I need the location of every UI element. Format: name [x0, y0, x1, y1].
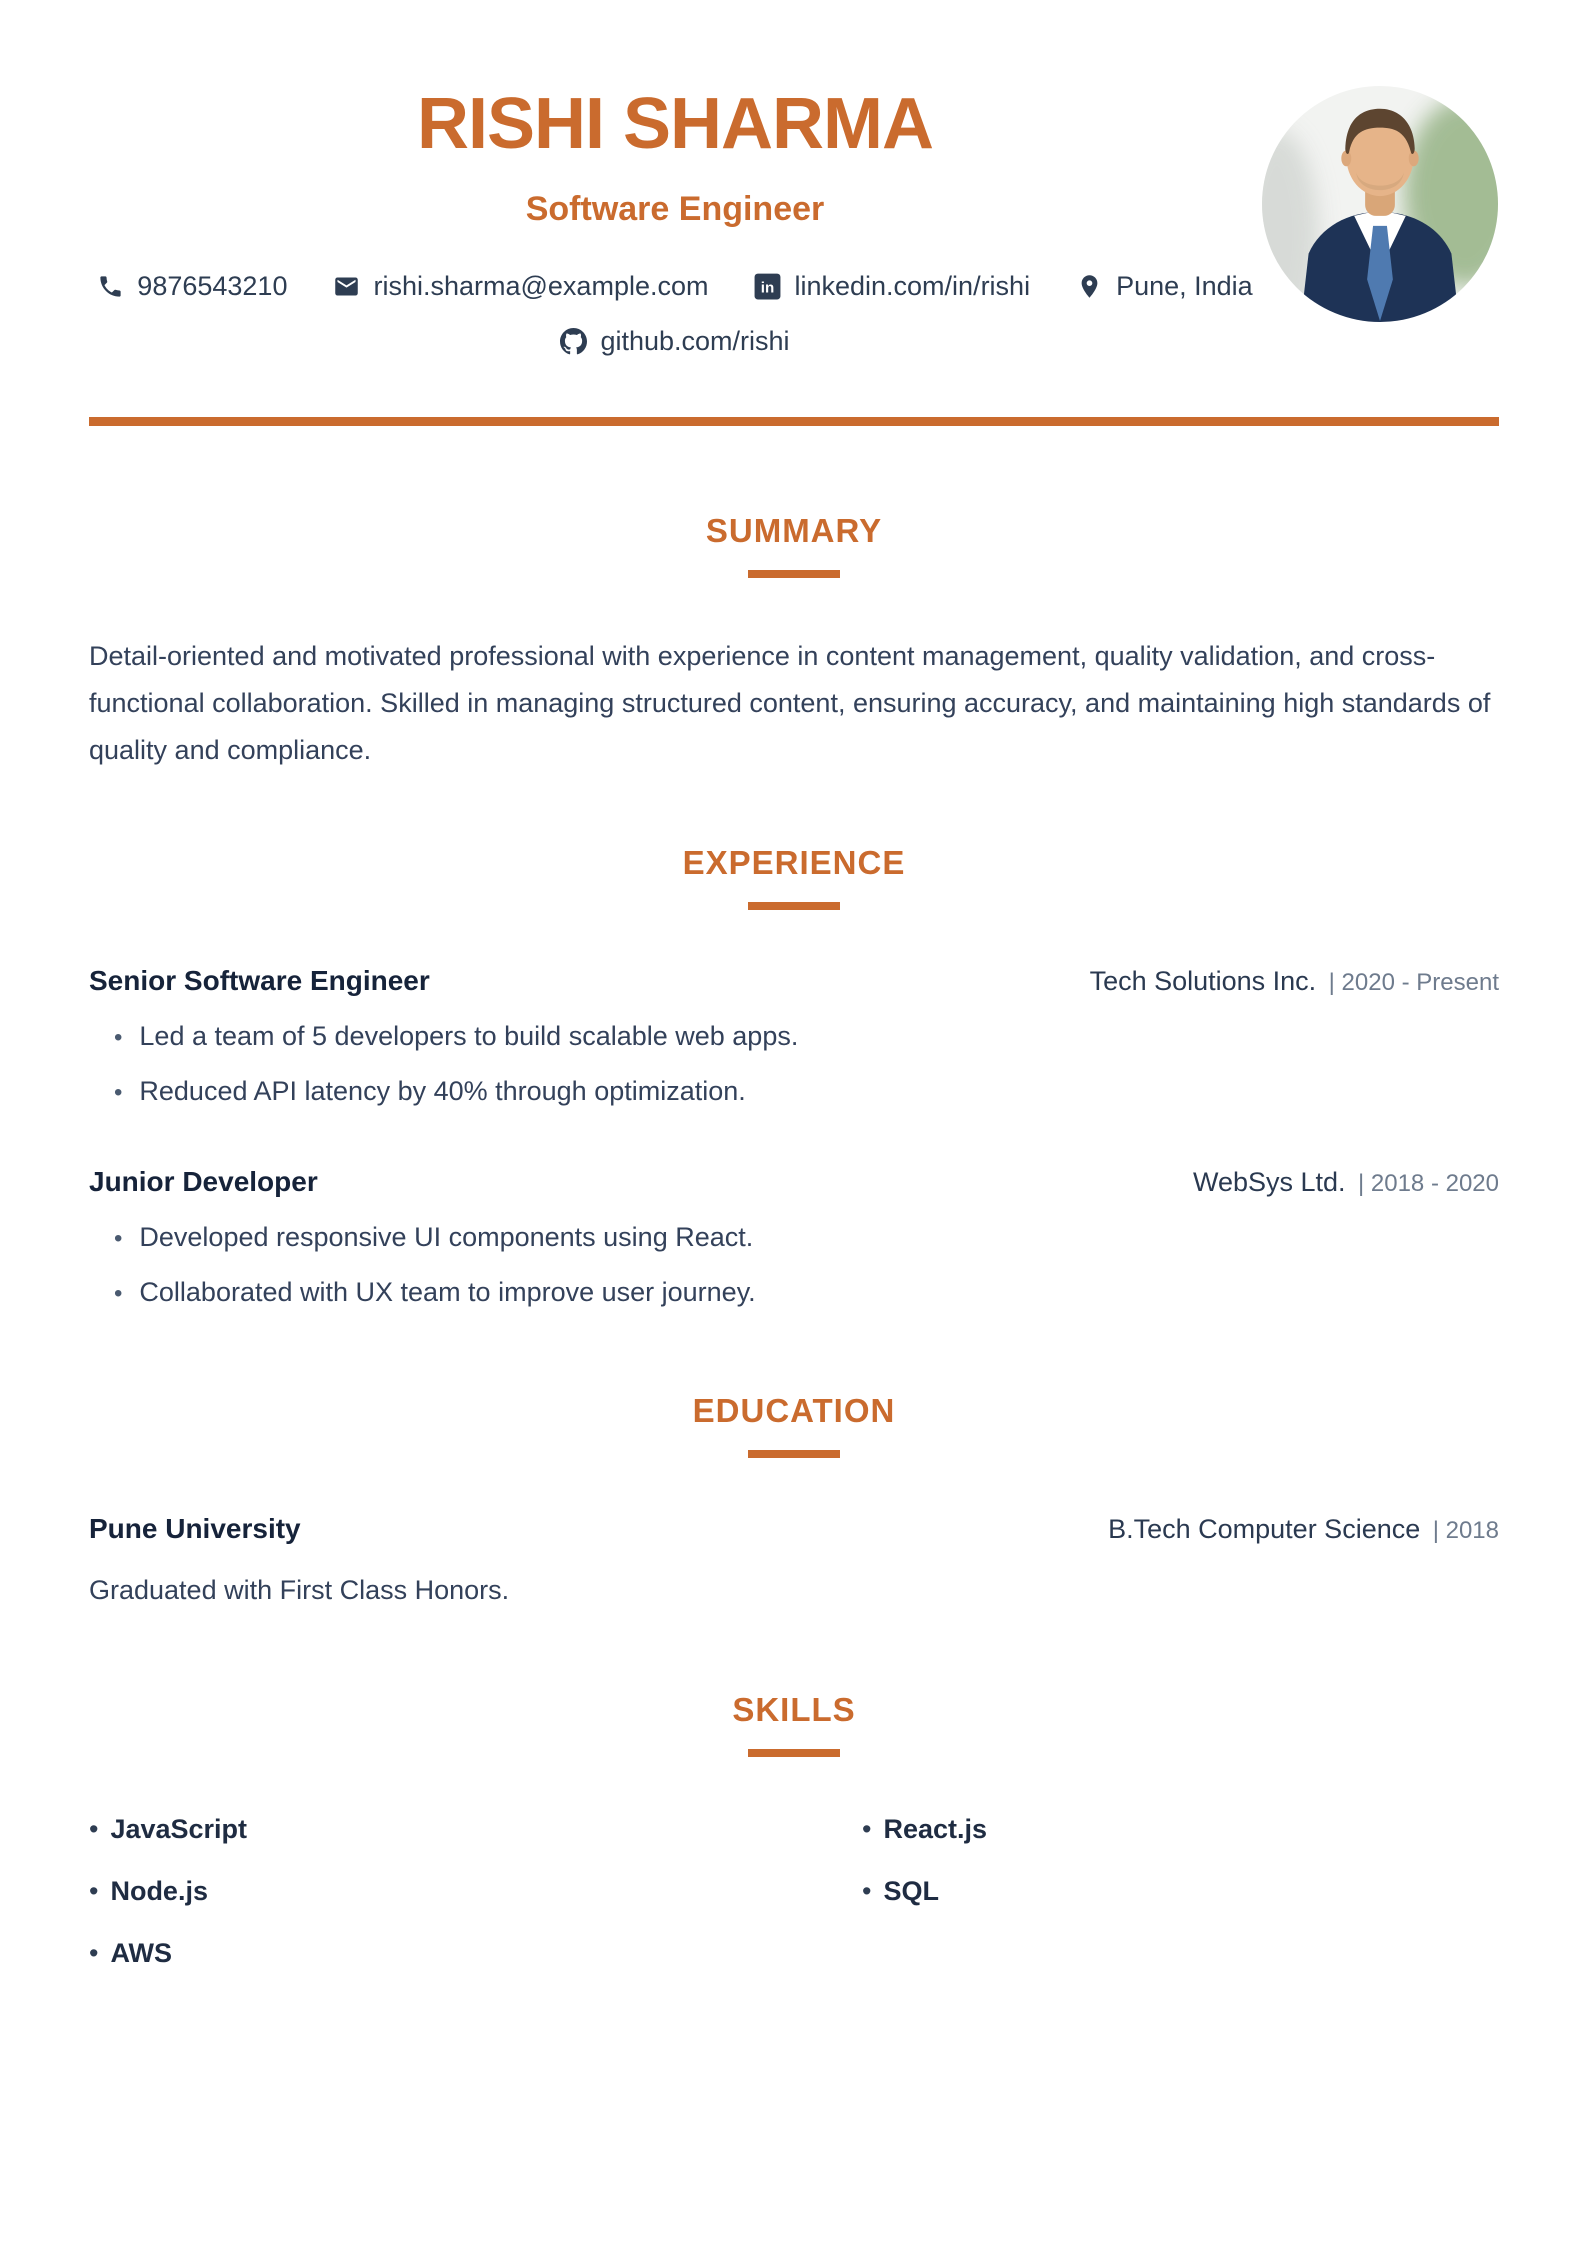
skill-item: • AWS — [89, 1939, 794, 1967]
header-divider — [89, 417, 1499, 426]
location-icon — [1076, 273, 1103, 300]
experience-entry-header — [89, 1166, 1499, 1198]
email-address: rishi.sharma@example.com — [373, 271, 709, 301]
experience-entry-header — [89, 965, 1499, 997]
candidate-name: RISHI SHARMA — [416, 84, 933, 164]
contact-row-primary — [89, 271, 1261, 302]
job-bullet: • Reduced API latency by 40% through optimization. — [114, 1078, 1499, 1106]
skill-item: • SQL — [794, 1877, 1499, 1905]
job-bullet: • Led a team of 5 developers to build scalable web apps. — [114, 1023, 1499, 1051]
email-icon — [333, 273, 360, 300]
job-bullets — [89, 1023, 1499, 1106]
education-section — [89, 1392, 1499, 1606]
skills-heading-underline — [748, 1749, 840, 1757]
experience-heading-underline — [748, 902, 840, 910]
job-company: WebSys Ltd. — [1192, 1167, 1346, 1197]
school-name: Pune University — [89, 1513, 301, 1544]
linkedin-contact — [754, 271, 1030, 302]
github-icon — [560, 328, 587, 355]
candidate-title: Software Engineer — [525, 190, 825, 228]
location-contact — [1076, 271, 1253, 302]
job-company: Tech Solutions Inc. — [1089, 966, 1317, 996]
education-entry-header — [89, 1513, 1499, 1545]
job-bullet: • Collaborated with UX team to improve user journey. — [114, 1279, 1499, 1307]
skills-section — [89, 1691, 1499, 1967]
job-meta — [1193, 1167, 1499, 1198]
github-contact — [560, 326, 789, 357]
skill-item: • JavaScript — [89, 1815, 794, 1843]
resume-header — [89, 0, 1499, 357]
phone-contact — [97, 271, 287, 302]
education-entry — [89, 1513, 1499, 1606]
summary-text: Detail-oriented and motivated professional with experience in content management, quality validation, and cross-functional collaboration. Skilled in managing structured content, ensuring accuracy, and maintaining high standards of quality and compliance. — [89, 641, 1491, 765]
education-meta — [1108, 1514, 1499, 1545]
summary-heading: SUMMARY — [705, 512, 883, 549]
job-meta — [1090, 966, 1499, 997]
skill-item: • Node.js — [89, 1877, 794, 1905]
svg-text:in: in — [761, 279, 775, 297]
contact-info — [89, 271, 1261, 357]
job-dates: | 2018 - 2020 — [1357, 1170, 1499, 1197]
profile-photo — [1261, 85, 1499, 323]
experience-entry — [89, 1166, 1499, 1307]
profile-photo-illustration — [1261, 85, 1499, 323]
skill-item: • React.js — [794, 1815, 1499, 1843]
skills-list — [89, 1815, 1499, 1967]
job-dates: | 2020 - Present — [1328, 969, 1499, 996]
email-contact — [333, 271, 708, 302]
linkedin-url: linkedin.com/in/rishi — [794, 271, 1031, 301]
phone-icon — [97, 273, 124, 300]
phone-number: 9876543210 — [137, 271, 288, 301]
education-heading: EDUCATION — [692, 1392, 896, 1429]
education-heading-underline — [748, 1450, 840, 1458]
education-note: Graduated with First Class Honors. — [89, 1575, 510, 1605]
job-bullets — [89, 1224, 1499, 1307]
education-dates: | 2018 — [1432, 1517, 1499, 1544]
header-identity — [89, 0, 1261, 357]
summary-section — [89, 512, 1499, 774]
github-url: github.com/rishi — [600, 326, 790, 356]
degree-name: B.Tech Computer Science — [1108, 1514, 1421, 1544]
job-role: Junior Developer — [89, 1166, 318, 1197]
experience-entry — [89, 965, 1499, 1106]
location-text: Pune, India — [1116, 271, 1253, 301]
job-role: Senior Software Engineer — [89, 965, 430, 996]
job-bullet: • Developed responsive UI components using React. — [114, 1224, 1499, 1252]
experience-section — [89, 844, 1499, 1307]
linkedin-icon — [754, 273, 781, 300]
summary-heading-underline — [748, 570, 840, 578]
experience-heading: EXPERIENCE — [682, 844, 906, 881]
contact-row-secondary — [89, 326, 1261, 357]
skills-heading: SKILLS — [732, 1691, 856, 1728]
